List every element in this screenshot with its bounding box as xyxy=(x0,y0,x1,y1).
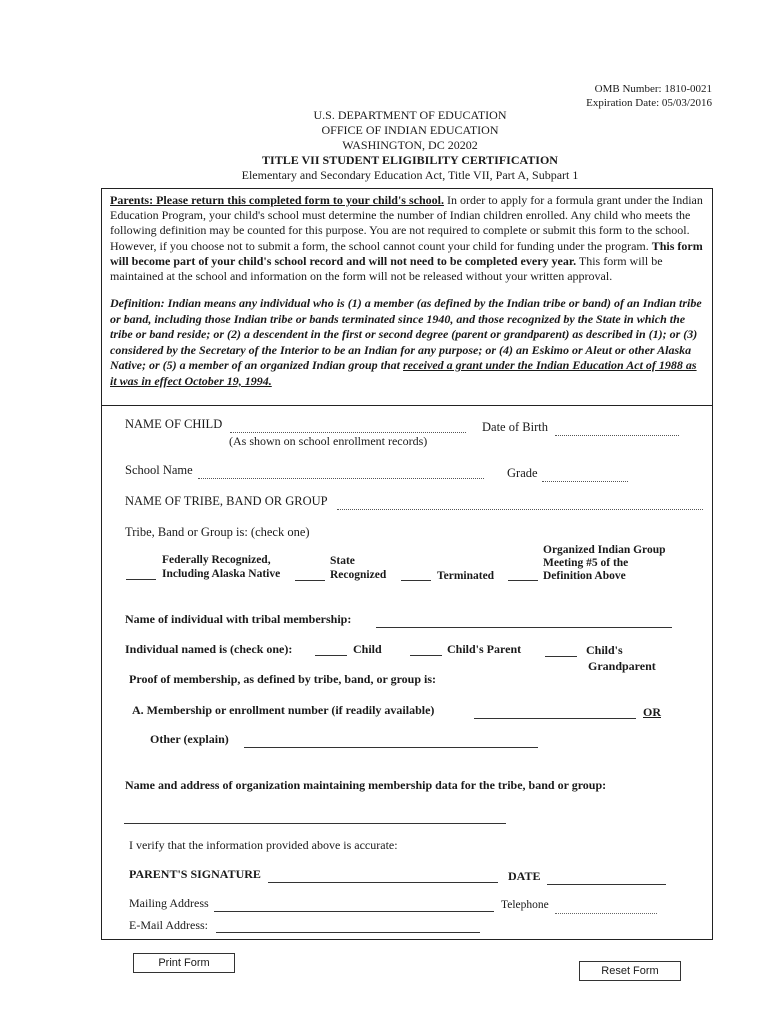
name-of-child-label: NAME OF CHILD xyxy=(125,417,223,431)
verify-statement: I verify that the information provided above is accurate: xyxy=(129,838,398,852)
state-checkbox[interactable] xyxy=(295,570,325,581)
terminated-checkbox[interactable] xyxy=(401,570,431,581)
omb-info xyxy=(586,82,712,110)
proof-label: Proof of membership, as defined by tribe, band, or group is: xyxy=(129,672,437,686)
date-of-birth-field[interactable] xyxy=(555,422,679,436)
notice-lead: Parents: Please return this completed form to your child's school. xyxy=(110,193,444,207)
or-text: OR xyxy=(643,705,661,719)
opt-terminated: Terminated xyxy=(437,570,495,582)
org-address-label: Name and address of organization maintaining membership data for the tribe, band or group: xyxy=(125,778,607,792)
form-header xyxy=(0,108,770,183)
opt-child: Child xyxy=(353,642,382,656)
date-label: DATE xyxy=(508,869,541,883)
other-explain-field[interactable] xyxy=(244,734,538,748)
tribe-name-label: NAME OF TRIBE, BAND OR GROUP xyxy=(125,494,328,508)
office-name: OFFICE OF INDIAN EDUCATION xyxy=(321,123,499,137)
grade-field[interactable] xyxy=(542,468,628,482)
enrollment-note: (As shown on school enrollment records) xyxy=(229,434,428,448)
other-explain-label: Other (explain) xyxy=(150,732,229,746)
definition-end: received a grant under the Indian Education Act of 1988 as it was in effect October 19, 1994. xyxy=(110,358,697,388)
office-city: WASHINGTON, DC 20202 xyxy=(342,138,478,152)
date-of-birth-label: Date of Birth xyxy=(482,420,548,434)
telephone-label: Telephone xyxy=(501,899,549,911)
reset-form-button[interactable]: Reset Form xyxy=(579,961,681,981)
opt-state-line1: State xyxy=(330,555,355,567)
grade-label: Grade xyxy=(507,466,538,480)
organized-checkbox[interactable] xyxy=(508,570,538,581)
mailing-address-field[interactable] xyxy=(214,898,494,912)
notice-bold: This form will become part of your child's school record and will not need to be completed every year. xyxy=(110,238,703,268)
child-checkbox[interactable] xyxy=(315,645,347,656)
opt-state-line2: Recognized xyxy=(330,569,387,581)
signature-field[interactable] xyxy=(268,869,498,883)
mailing-address-label: Mailing Address xyxy=(129,896,209,910)
opt-parent: Child's Parent xyxy=(447,642,522,656)
opt-org-line3: Definition Above xyxy=(543,570,626,582)
notice-text-1: In order to apply for a formula grant under the Indian Education Program, your child's school must determine the number of Indian children enrolled. Any child who meets the following definition may be counted for this purpose. You are not required to complete or submit this form to the school. However, if you choose not to submit a form, the school cannot count your child for funding under the program. xyxy=(110,193,703,253)
federal-checkbox[interactable] xyxy=(126,569,156,580)
notice-text-2: This form will be maintained at the school and information on the form will not be released without your written approval. xyxy=(110,253,663,284)
print-form-button[interactable]: Print Form xyxy=(133,953,235,973)
school-name-label: School Name xyxy=(125,463,193,477)
signature-label: PARENT'S SIGNATURE xyxy=(129,867,261,881)
form-subtitle: Elementary and Secondary Education Act, Title VII, Part A, Subpart 1 xyxy=(241,168,579,182)
form-title: TITLE VII STUDENT ELIGIBILITY CERTIFICATION xyxy=(262,153,558,167)
email-field[interactable] xyxy=(216,919,480,933)
tribe-name-field[interactable] xyxy=(337,496,703,510)
definition-paragraph xyxy=(110,296,704,389)
telephone-field[interactable] xyxy=(555,901,657,914)
opt-federal-line2: Including Alaska Native xyxy=(162,568,281,580)
membership-number-label: A. Membership or enrollment number (if readily available) xyxy=(132,703,435,717)
email-label: E-Mail Address: xyxy=(129,918,208,932)
school-name-field[interactable] xyxy=(198,465,484,479)
membership-number-field[interactable] xyxy=(474,705,636,719)
individual-named-label: Individual named is (check one): xyxy=(125,642,293,656)
org-address-field[interactable] xyxy=(124,810,506,824)
grandparent-checkbox[interactable] xyxy=(545,646,577,657)
opt-grandparent-2: Grandparent xyxy=(588,659,656,673)
notice-paragraph xyxy=(110,193,704,284)
parent-notice xyxy=(101,188,713,406)
parent-checkbox[interactable] xyxy=(410,645,442,656)
omb-number: OMB Number: 1810-0021 xyxy=(594,83,712,95)
opt-org-line2: Meeting #5 of the xyxy=(543,557,629,569)
tribe-status-label: Tribe, Band or Group is: (check one) xyxy=(125,525,310,539)
individual-name-label: Name of individual with tribal membership: xyxy=(125,612,352,626)
date-field[interactable] xyxy=(547,871,666,885)
opt-org-line1: Organized Indian Group xyxy=(543,544,666,556)
name-of-child-field[interactable] xyxy=(230,419,466,433)
individual-name-field[interactable] xyxy=(376,614,672,628)
opt-grandparent-1: Child's xyxy=(586,643,623,657)
definition-text: Definition: Indian means any individual who is (1) a member (as defined by the Indian tribe or band) of an Indian tribe or band, including those Indian tribe or bands terminated since 1940, and those recognized by the State in which the tribe or band reside; or (2) a descendent in the first or second degree (parent or grandparent) as described in (1); or (3) considered by the Secretary of the Interior to be an Indian for any purpose; or (4) an Eskimo or Aleut or other Alaska Native; or (5) a member of an organized Indian group that xyxy=(110,296,702,373)
opt-federal-line1: Federally Recognized, xyxy=(162,554,271,566)
dept-name: U.S. DEPARTMENT OF EDUCATION xyxy=(313,108,507,122)
omb-expiration: Expiration Date: 05/03/2016 xyxy=(586,97,712,109)
